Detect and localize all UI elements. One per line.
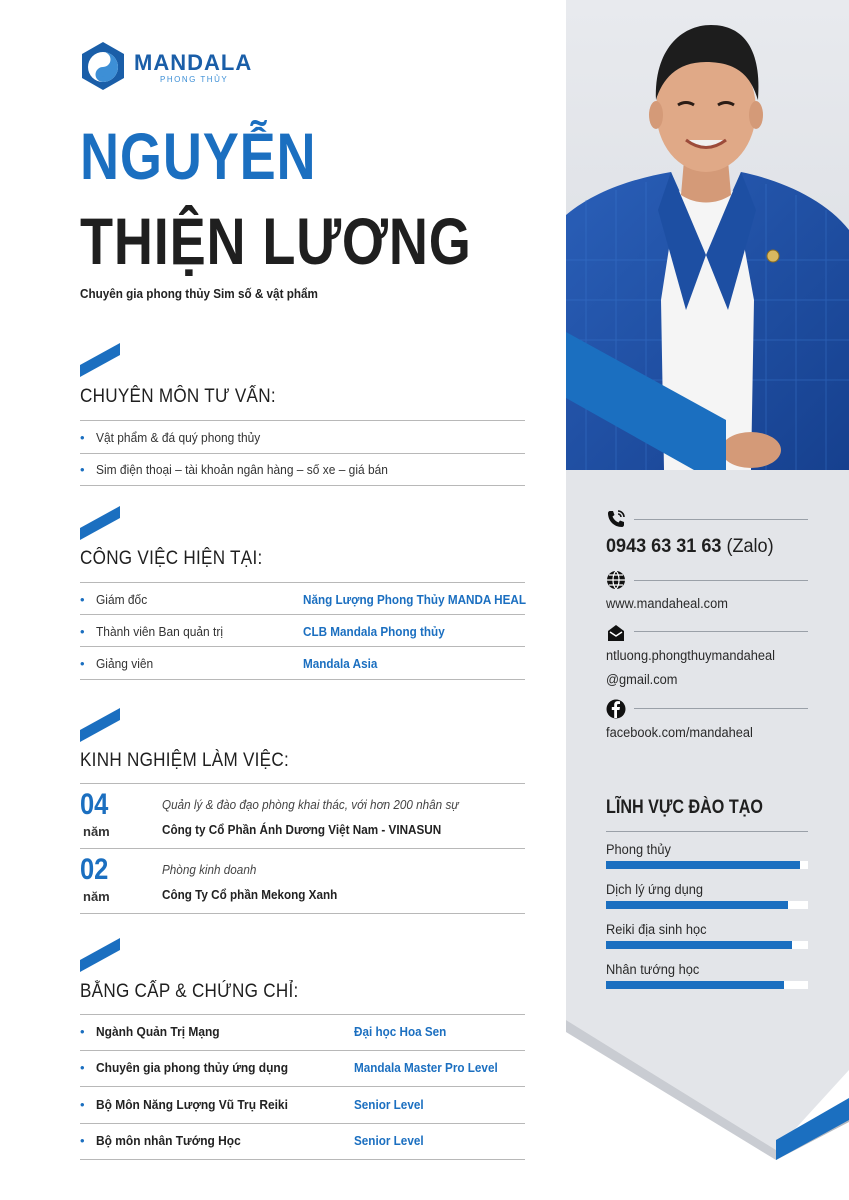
experience-company: Công ty Cổ Phần Ánh Dương Việt Nam - VINASUN: [162, 822, 442, 837]
skill-label: Phong thủy: [606, 842, 671, 857]
divider: [634, 580, 808, 581]
job-organization: Năng Lượng Phong Thủy MANDA HEAL: [303, 592, 527, 607]
experience-role: Quản lý & đào đạo phòng khai thác, với hơn 200 nhân sự: [162, 797, 459, 812]
experience-company: Công Ty Cổ phần Mekong Xanh: [162, 887, 338, 902]
divider: [80, 848, 525, 849]
section-title-current-jobs: CÔNG VIỆC HIỆN TẠI:: [80, 548, 263, 569]
divider: [80, 679, 525, 680]
mail-icon: [606, 623, 626, 643]
name-line-2: THIỆN LƯƠNG: [80, 204, 472, 278]
divider: [80, 582, 525, 583]
list-item-label: Sim điện thoại – tài khoản ngân hàng – số xe – giá bán: [96, 462, 388, 477]
phone-number[interactable]: [606, 536, 774, 558]
experience-role: Phòng kinh doanh: [162, 862, 257, 877]
divider: [634, 519, 808, 520]
certificate-issuer: Senior Level: [354, 1133, 424, 1148]
section-accent-icon: [80, 343, 124, 377]
skill-bar-track: [606, 941, 808, 949]
divider: [80, 1050, 525, 1051]
section-title-experience: KINH NGHIỆM LÀM VIỆC:: [80, 750, 290, 771]
divider: [80, 420, 525, 421]
bullet-icon: •: [80, 430, 85, 445]
certificate-issuer: Senior Level: [354, 1097, 424, 1112]
skill-label: Nhân tướng học: [606, 962, 700, 977]
job-role: Giảng viên: [96, 656, 154, 671]
job-role: Giám đốc: [96, 592, 148, 607]
certificate-name: Bộ Môn Năng Lượng Vũ Trụ Reiki: [96, 1097, 288, 1112]
brand-name: MANDALA: [134, 50, 253, 75]
brand-subtitle: PHONG THỦY: [160, 75, 229, 84]
job-organization: Mandala Asia: [303, 656, 378, 671]
phone-icon: [606, 509, 626, 529]
experience-years: 02: [80, 853, 109, 886]
bullet-icon: •: [80, 1133, 85, 1148]
skill-bar-fill: [606, 901, 788, 909]
skill-bar-fill: [606, 941, 792, 949]
job-role: Thành viên Ban quản trị: [96, 624, 224, 639]
experience-unit: năm: [83, 824, 110, 839]
section-accent-icon: [80, 708, 124, 742]
divider: [80, 1014, 525, 1015]
profile-photo: [566, 0, 849, 470]
certificate-name: Chuyên gia phong thủy ứng dụng: [96, 1060, 289, 1075]
certificate-name: Ngành Quản Trị Mạng: [96, 1024, 220, 1039]
bullet-icon: •: [80, 1060, 85, 1075]
experience-years: 04: [80, 788, 109, 821]
skill-label: Dịch lý ứng dụng: [606, 882, 703, 897]
name-line-1: NGUYỄN: [80, 119, 317, 193]
brand-logo: [80, 40, 260, 92]
divider: [634, 708, 808, 709]
section-accent-icon: [80, 938, 124, 972]
skill-bar-track: [606, 981, 808, 989]
certificate-name: Bộ môn nhân Tướng Học: [96, 1133, 241, 1148]
divider: [80, 1086, 525, 1087]
facebook-link[interactable]: facebook.com/mandaheal: [606, 725, 753, 740]
certificate-issuer: Mandala Master Pro Level: [354, 1060, 498, 1075]
bullet-icon: •: [80, 592, 85, 607]
phone-digits: 0943 63 31 63: [606, 536, 722, 557]
phone-note: (Zalo): [726, 536, 774, 557]
experience-unit: năm: [83, 889, 110, 904]
bullet-icon: •: [80, 1097, 85, 1112]
divider: [80, 1159, 525, 1160]
certificate-issuer: Đại học Hoa Sen: [354, 1024, 447, 1039]
section-accent-icon: [80, 506, 124, 540]
divider: [80, 453, 525, 454]
facebook-icon: [606, 699, 626, 719]
skill-bar-track: [606, 901, 808, 909]
divider: [634, 631, 808, 632]
skill-bar-track: [606, 861, 808, 869]
divider: [80, 646, 525, 647]
person-subtitle: Chuyên gia phong thủy Sim số & vật phẩm: [80, 286, 318, 301]
skill-bar-fill: [606, 981, 784, 989]
section-title-expertise: CHUYÊN MÔN TƯ VẤN:: [80, 386, 276, 407]
divider: [80, 614, 525, 615]
job-organization: CLB Mandala Phong thủy: [303, 624, 445, 639]
divider: [80, 1123, 525, 1124]
training-title: LĨNH VỰC ĐÀO TẠO: [606, 797, 763, 818]
email-line-2[interactable]: @gmail.com: [606, 672, 678, 687]
list-item-label: Vật phẩm & đá quý phong thủy: [96, 430, 261, 445]
divider: [80, 913, 525, 914]
email-line-1[interactable]: ntluong.phongthuymandaheal: [606, 648, 776, 663]
bullet-icon: •: [80, 624, 85, 639]
globe-icon: [606, 570, 626, 590]
skill-label: Reiki địa sinh học: [606, 922, 707, 937]
skill-bar-fill: [606, 861, 800, 869]
divider: [80, 485, 525, 486]
divider: [606, 831, 808, 832]
website-link[interactable]: www.mandaheal.com: [606, 596, 728, 611]
divider: [80, 783, 525, 784]
mandala-logo-icon: [80, 40, 126, 92]
bullet-icon: •: [80, 1024, 85, 1039]
bullet-icon: •: [80, 462, 85, 477]
bullet-icon: •: [80, 656, 85, 671]
section-title-certificates: BẰNG CẤP & CHỨNG CHỈ:: [80, 981, 299, 1002]
